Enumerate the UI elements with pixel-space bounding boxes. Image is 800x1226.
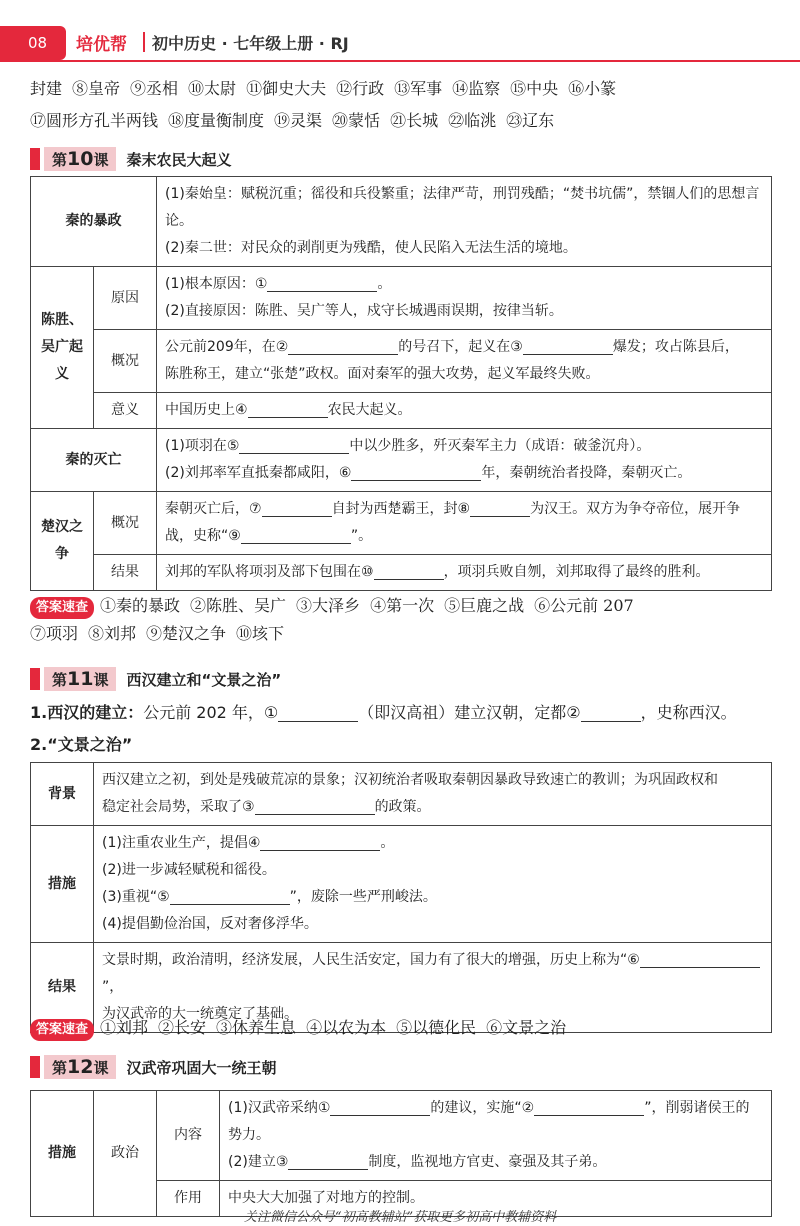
sub-header: 内容 [157, 1091, 220, 1181]
lesson-11-answers: 答案速查 ①刘邦 ②长安 ③休养生息 ④以农为本 ⑤以德化民 ⑥文景之治 [30, 1014, 576, 1042]
answer-item: ⑭监察 [452, 79, 501, 98]
fill-blank[interactable] [260, 832, 380, 851]
lesson-title: 汉武帝巩固大一统王朝 [126, 1058, 277, 1077]
fill-blank[interactable] [288, 1151, 368, 1170]
header-rule [0, 60, 800, 62]
answer-item: ⑩太尉 [188, 79, 237, 98]
fill-blank[interactable] [278, 703, 358, 722]
lesson-11-heading [30, 666, 281, 692]
lesson-10-answers: 答案速查 ①秦的暴政 ②陈胜、吴广 ③大泽乡 ④第一次 ⑤巨鹿之战 ⑥公元前 207 ⑦项羽 ⑧刘邦 ⑨楚汉之争 ⑩垓下 [30, 596, 634, 643]
fill-blank[interactable] [470, 498, 530, 517]
table-cell: 西汉建立之初，到处是残破荒凉的景象；汉初统治者吸取秦朝因暴政导致速亡的教训；为巩固政权和 稳定社会局势，采取了③ 的政策。 [94, 763, 772, 826]
table-cell: 文景时期，政治清明，经济发展，人民生活安定，国力有了很大的增强，历史上称为“⑥”， 为汉武帝的大一统奠定了基础。 [94, 943, 772, 1033]
table-cell: 公元前209年，在② 的号召下，起义在③ 爆发；攻占陈县后， 陈胜称王，建立“张楚”政权。面对秦军的强大攻势，起义军最终失败。 [157, 330, 772, 393]
lesson-flag-icon [30, 1056, 40, 1078]
answer-item: ㉑长城 [390, 111, 439, 130]
row-header: 陈胜、吴广起义 [31, 267, 94, 429]
lesson-number: 第11课 [44, 667, 116, 691]
fill-blank[interactable] [248, 399, 328, 418]
book-title: 初中历史 · 七年级上册 · RJ [152, 34, 349, 53]
answer-tag: 答案速查 [30, 597, 94, 619]
section-1: 1.西汉的建立：公元前 202 年，① （即汉高祖）建立汉朝，定都② ，史称西汉。 [30, 703, 737, 722]
fill-blank[interactable] [330, 1097, 430, 1116]
fill-blank[interactable] [288, 336, 398, 355]
table-cell: (1)根本原因：① 。 (2)直接原因：陈胜、吴广等人，戍守长城遇雨误期，按律当斩。 [157, 267, 772, 330]
fill-blank[interactable] [241, 525, 351, 544]
sub-header: 原因 [94, 267, 157, 330]
answer-item: ⑫行政 [336, 79, 385, 98]
table-cell: (1)项羽在⑤ 中以少胜多，歼灭秦军主力（成语：破釜沉舟）。 (2)刘邦率军直抵秦都咸阳，⑥ 年，秦朝统治者投降，秦朝灭亡。 [157, 429, 772, 492]
answer-item: ⑬军事 [394, 79, 443, 98]
fill-blank[interactable] [581, 703, 641, 722]
sub-header: 作用 [157, 1181, 220, 1217]
answer-tag: 答案速查 [30, 1019, 94, 1041]
row-header: 秦的灭亡 [31, 429, 157, 492]
page-header [0, 0, 800, 60]
row-header: 结果 [31, 943, 94, 1033]
row-header: 背景 [31, 763, 94, 826]
footer-note: 关注微信公众号“初高教辅站”获取更多初高中教辅资料 [243, 1210, 557, 1225]
lesson-number: 第12课 [44, 1055, 116, 1079]
table-cell: 秦朝灭亡后，⑦ 自封为西楚霸王，封⑧ 为汉王。双方为争夺帝位，展开争 战，史称“⑨ ”。 [157, 492, 772, 555]
table-cell: (1)秦始皇：赋税沉重；徭役和兵役繁重；法律严苛，刑罚残酷；“焚书坑儒”，禁锢人们的思想言论。 (2)秦二世：对民众的剥削更为残酷，使人民陷入无法生活的境地。 [157, 177, 772, 267]
fill-blank[interactable] [267, 273, 377, 292]
page-number: 08 [0, 26, 66, 60]
answer-item: ⑮中央 [510, 79, 559, 98]
fill-blank[interactable] [255, 796, 375, 815]
fill-blank[interactable] [170, 886, 290, 905]
prev-answers-row-2 [30, 108, 564, 131]
section-2-heading: 2.“文景之治” [30, 735, 133, 754]
sub-header: 结果 [94, 555, 157, 591]
table-cell: 中央大大加强了对地方的控制。 [220, 1181, 772, 1217]
table-cell: (1)注重农业生产，提倡④ 。 (2)进一步减轻赋税和徭役。 (3)重视“⑤ ”，废除一些严刑峻法。 (4)提倡勤俭治国，反对奢侈浮华。 [94, 826, 772, 943]
answer-item: ⑨丞相 [130, 79, 179, 98]
lesson-flag-icon [30, 668, 40, 690]
fill-blank[interactable] [640, 949, 760, 968]
lesson-12-table [30, 1090, 772, 1217]
fill-blank[interactable] [534, 1097, 644, 1116]
row-header: 楚汉之争 [31, 492, 94, 591]
table-cell: (1)汉武帝采纳① 的建议，实施“② ”，削弱诸侯王的势力。 (2)建立③ 制度，监视地方官吏、豪强及其子弟。 [220, 1091, 772, 1181]
lesson-title: 秦末农民大起义 [126, 150, 232, 169]
lesson-number: 第10课 [44, 147, 116, 171]
answer-item: ㉓辽东 [506, 111, 555, 130]
fill-blank[interactable] [523, 336, 613, 355]
answer-item: ⑪御史大夫 [246, 79, 327, 98]
fill-blank[interactable] [262, 498, 332, 517]
row-header: 秦的暴政 [31, 177, 157, 267]
answer-item: ⑯小篆 [568, 79, 617, 98]
brand-name: 培优帮 [76, 35, 127, 55]
row-header: 措施 [31, 826, 94, 943]
sub-header: 概况 [94, 492, 157, 555]
lesson-11-table [30, 762, 772, 1033]
answer-item: ⑲灵渠 [274, 111, 323, 130]
lesson-12-heading [30, 1054, 277, 1080]
table-cell: 中国历史上④ 农民大起义。 [157, 393, 772, 429]
answer-item: ㉒临洮 [448, 111, 497, 130]
answer-item: ⑧皇帝 [72, 79, 121, 98]
answer-item: ⑱度量衡制度 [168, 111, 265, 130]
lesson-flag-icon [30, 148, 40, 170]
sub-header: 意义 [94, 393, 157, 429]
lesson-title: 西汉建立和“文景之治” [126, 670, 282, 689]
answer-item: 封建 [30, 79, 63, 98]
prev-answers-row-1 [30, 76, 626, 99]
table-cell: 刘邦的军队将项羽及部下包围在⑩ ，项羽兵败自刎，刘邦取得了最终的胜利。 [157, 555, 772, 591]
header-divider [143, 32, 145, 52]
sub-header: 政治 [94, 1091, 157, 1217]
answer-item: ⑰圆形方孔半两钱 [30, 111, 159, 130]
sub-header: 概况 [94, 330, 157, 393]
fill-blank[interactable] [374, 561, 444, 580]
fill-blank[interactable] [351, 462, 481, 481]
answer-item: ⑳蒙恬 [332, 111, 381, 130]
row-header: 措施 [31, 1091, 94, 1217]
lesson-10-heading [30, 146, 232, 172]
lesson-10-table [30, 176, 772, 591]
fill-blank[interactable] [239, 435, 349, 454]
